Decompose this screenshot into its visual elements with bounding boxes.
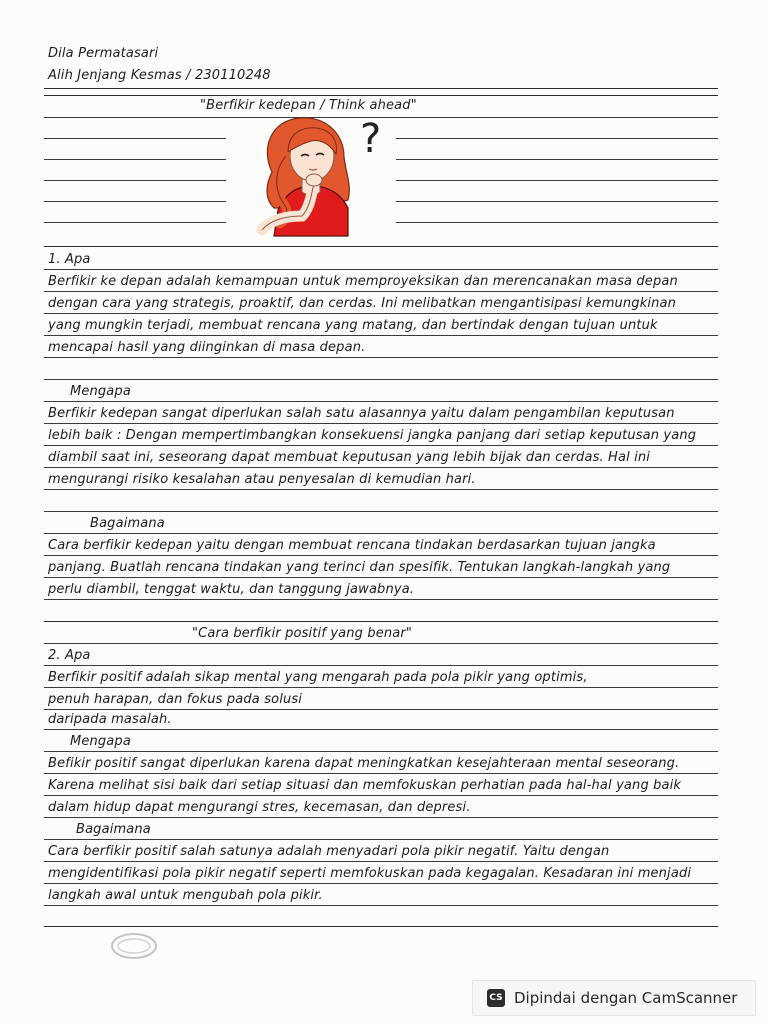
section1-apa-line: dengan cara yang strategis, proaktif, dan cerdas. Ini melibatkan mengantisipasi kemungkinan bbox=[48, 296, 677, 311]
rule bbox=[44, 159, 226, 160]
section2-title: "Cara berfikir positif yang benar" bbox=[192, 626, 413, 641]
section2-apa-line: Berfikir positif adalah sikap mental yang mengarah pada pola pikir yang optimis, bbox=[48, 670, 588, 685]
rule bbox=[44, 222, 226, 223]
rule bbox=[44, 269, 718, 270]
thinking-woman-illustration bbox=[252, 112, 402, 242]
section1-mengapa-line: diambil saat ini, seseorang dapat membuat keputusan yang lebih bijak dan cerdas. Hal ini bbox=[48, 450, 651, 465]
section1-bagaimana-heading: Bagaimana bbox=[90, 516, 165, 531]
rule bbox=[44, 201, 226, 202]
section1-bagaimana-line: perlu diambil, tenggat waktu, dan tanggung jawabnya. bbox=[48, 582, 415, 597]
rule bbox=[44, 357, 718, 358]
rule bbox=[44, 817, 718, 818]
section1-apa-heading: 1. Apa bbox=[48, 252, 91, 267]
rule bbox=[44, 246, 718, 247]
rule bbox=[44, 861, 718, 862]
section2-apa-line: penuh harapan, dan fokus pada solusi bbox=[48, 692, 303, 707]
section1-bagaimana-line: Cara berfikir kedepan yaitu dengan membuat rencana tindakan berdasarkan tujuan jangka bbox=[48, 538, 656, 553]
section2-bagaimana-line: Cara berfikir positif salah satunya adalah menyadari pola pikir negatif. Yaitu dengan bbox=[48, 844, 610, 859]
rule bbox=[44, 577, 718, 578]
rule bbox=[44, 729, 718, 730]
section1-apa-line: mencapai hasil yang diinginkan di masa depan. bbox=[48, 340, 366, 355]
rule bbox=[44, 467, 718, 468]
rule bbox=[396, 159, 718, 160]
rule bbox=[44, 599, 718, 600]
rule bbox=[44, 621, 718, 622]
rule bbox=[44, 643, 718, 644]
rule bbox=[44, 489, 718, 490]
rule bbox=[44, 313, 718, 314]
rule bbox=[44, 335, 718, 336]
rule bbox=[44, 445, 718, 446]
rule bbox=[44, 883, 718, 884]
rule bbox=[396, 180, 718, 181]
rule bbox=[396, 222, 718, 223]
section2-apa-line: daripada masalah. bbox=[48, 712, 172, 727]
section1-bagaimana-line: panjang. Buatlah rencana tindakan yang terinci dan spesifik. Tentukan langkah-langkah yang bbox=[48, 560, 671, 575]
section2-mengapa-line: Karena melihat sisi baik dari setiap situasi dan memfokuskan perhatian pada hal-hal yang baik bbox=[48, 778, 682, 793]
section2-bagaimana-heading: Bagaimana bbox=[76, 822, 151, 837]
rule bbox=[44, 88, 718, 89]
section2-mengapa-heading: Mengapa bbox=[70, 734, 131, 749]
rule bbox=[44, 511, 718, 512]
rule bbox=[44, 95, 718, 96]
rule bbox=[44, 795, 718, 796]
author-program: Alih Jenjang Kesmas / 230110248 bbox=[48, 68, 271, 83]
rule bbox=[44, 905, 718, 906]
section1-title: "Berfikir kedepan / Think ahead" bbox=[200, 98, 417, 113]
rule bbox=[44, 665, 718, 666]
camscanner-logo-icon: CS bbox=[487, 989, 505, 1007]
question-mark: ? bbox=[360, 116, 382, 162]
camscanner-text: Dipindai dengan CamScanner bbox=[514, 989, 738, 1007]
rule bbox=[44, 709, 718, 710]
rule bbox=[44, 180, 226, 181]
rule bbox=[44, 291, 718, 292]
section1-mengapa-line: lebih baik : Dengan mempertimbangkan konsekuensi jangka panjang dari setiap keputusan yang bbox=[48, 428, 697, 443]
rule bbox=[44, 555, 718, 556]
section2-bagaimana-line: mengidentifikasi pola pikir negatif seperti memfokuskan pada kegagalan. Kesadaran ini menjadi bbox=[48, 866, 692, 881]
section2-apa-heading: 2. Apa bbox=[48, 648, 91, 663]
hand bbox=[306, 174, 322, 186]
section1-mengapa-heading: Mengapa bbox=[70, 384, 131, 399]
section1-mengapa-line: mengurangi risiko kesalahan atau penyesalan di kemudian hari. bbox=[48, 472, 476, 487]
rule bbox=[44, 138, 226, 139]
section1-apa-line: Berfikir ke depan adalah kemampuan untuk memproyeksikan dan merencanakan masa depan bbox=[48, 274, 678, 289]
section2-mengapa-line: Befikir positif sangat diperlukan karena dapat meningkatkan kesejahteraan mental seseorang. bbox=[48, 756, 680, 771]
rule bbox=[44, 839, 718, 840]
section1-mengapa-line: Berfikir kedepan sangat diperlukan salah satu alasannya yaitu dalam pengambilan keputusan bbox=[48, 406, 675, 421]
rule bbox=[44, 401, 718, 402]
author-name: Dila Permatasari bbox=[48, 46, 159, 61]
rule bbox=[44, 926, 718, 927]
section2-bagaimana-line: langkah awal untuk mengubah pola pikir. bbox=[48, 888, 323, 903]
rule bbox=[44, 751, 718, 752]
rule bbox=[44, 773, 718, 774]
section1-apa-line: yang mungkin terjadi, membuat rencana yang matang, dan bertindak dengan tujuan untuk bbox=[48, 318, 658, 333]
rule bbox=[44, 687, 718, 688]
rule bbox=[44, 533, 718, 534]
section2-mengapa-line: dalam hidup dapat mengurangi stres, kecemasan, dan depresi. bbox=[48, 800, 471, 815]
camscanner-watermark bbox=[472, 980, 756, 1016]
rule bbox=[396, 201, 718, 202]
rule bbox=[44, 423, 718, 424]
rule bbox=[396, 138, 718, 139]
rule bbox=[44, 379, 718, 380]
faint-stamp-icon bbox=[110, 932, 158, 960]
